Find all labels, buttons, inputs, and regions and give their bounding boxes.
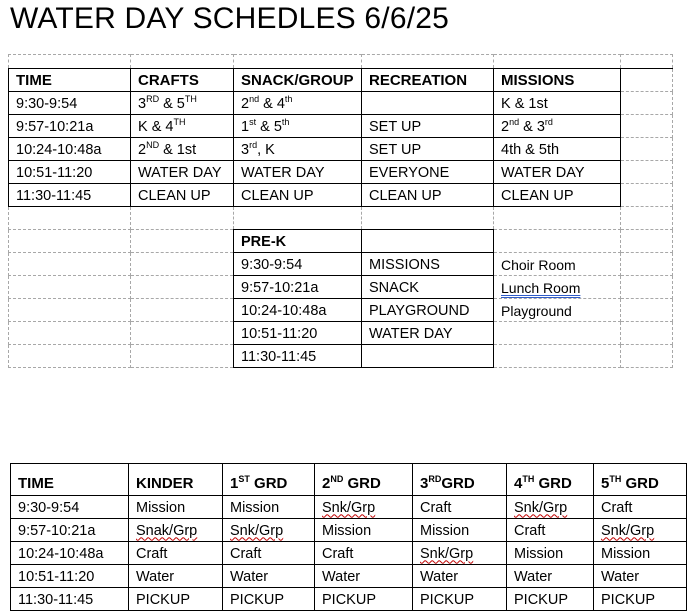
header-kinder: KINDER (129, 464, 223, 496)
prek-row (9, 322, 673, 345)
prek-time-cell: 9:57-10:21a (234, 276, 362, 299)
grade5-cell: Water (594, 565, 687, 588)
crafts-cell: K & 4TH (131, 115, 234, 138)
grade1-cell: Water (223, 565, 315, 588)
header-4th-grade: 4TH GRD (507, 464, 594, 496)
grade4-cell: Craft (507, 519, 594, 542)
recreation-cell (362, 92, 494, 115)
grade3-cell: Craft (413, 496, 507, 519)
grade4-cell: Water (507, 565, 594, 588)
prek-time-cell: 10:51-11:20 (234, 322, 362, 345)
missions-cell: K & 1st (494, 92, 621, 115)
prek-room-cell (494, 345, 621, 368)
prek-activity-cell: WATER DAY (362, 322, 494, 345)
grade2-cell: Snk/Grp (315, 496, 413, 519)
time-cell: 11:30-11:45 (9, 184, 131, 207)
time-cell: 9:57-10:21a (11, 519, 129, 542)
schedule-row (9, 161, 673, 184)
grade-row (11, 542, 687, 565)
document-title: WATER DAY SCHEDLES 6/6/25 (10, 2, 450, 35)
crafts-cell: 3RD & 5TH (131, 92, 234, 115)
header-missions: MISSIONS (494, 69, 621, 92)
grade5-cell: Snk/Grp (594, 519, 687, 542)
prek-time-cell: 9:30-9:54 (234, 253, 362, 276)
grade-rotation-table (10, 463, 687, 611)
time-cell: 10:51-11:20 (11, 565, 129, 588)
crafts-cell: CLEAN UP (131, 184, 234, 207)
header-recreation: RECREATION (362, 69, 494, 92)
spacer-row (9, 207, 673, 230)
grade1-cell: Snk/Grp (223, 519, 315, 542)
kinder-cell: Water (129, 565, 223, 588)
prek-time-cell: 11:30-11:45 (234, 345, 362, 368)
grade2-cell: Craft (315, 542, 413, 565)
spacer-row (9, 55, 673, 69)
prek-row (9, 299, 673, 322)
grade1-cell: Mission (223, 496, 315, 519)
kinder-cell: Craft (129, 542, 223, 565)
grade-row (11, 588, 687, 611)
recreation-cell: CLEAN UP (362, 184, 494, 207)
snack-cell: 3rd, K (234, 138, 362, 161)
prek-row (9, 253, 673, 276)
prek-room-cell: Playground (494, 299, 621, 322)
crafts-cell: 2ND & 1st (131, 138, 234, 161)
time-cell: 9:57-10:21a (9, 115, 131, 138)
prek-activity-cell (362, 345, 494, 368)
snack-cell: CLEAN UP (234, 184, 362, 207)
recreation-cell: SET UP (362, 115, 494, 138)
grade1-cell: PICKUP (223, 588, 315, 611)
header-3rd-grade: 3RDGRD (413, 464, 507, 496)
header-time: TIME (9, 69, 131, 92)
kinder-cell: Mission (129, 496, 223, 519)
prek-header-row (9, 230, 673, 253)
grade2-cell: Water (315, 565, 413, 588)
time-cell: 10:24-10:48a (11, 542, 129, 565)
prek-room-cell: Choir Room (494, 253, 621, 276)
grade1-cell: Craft (223, 542, 315, 565)
kinder-cell: PICKUP (129, 588, 223, 611)
time-cell: 11:30-11:45 (11, 588, 129, 611)
prek-room-cell (494, 322, 621, 345)
missions-cell: CLEAN UP (494, 184, 621, 207)
schedule-row (9, 115, 673, 138)
grade5-cell: Craft (594, 496, 687, 519)
grade-row (11, 565, 687, 588)
grade2-cell: Mission (315, 519, 413, 542)
header-1st-grade: 1ST GRD (223, 464, 315, 496)
prek-row (9, 345, 673, 368)
time-cell: 9:30-9:54 (9, 92, 131, 115)
prek-activity-cell: PLAYGROUND (362, 299, 494, 322)
time-cell: 9:30-9:54 (11, 496, 129, 519)
recreation-cell: SET UP (362, 138, 494, 161)
prek-activity-cell: SNACK (362, 276, 494, 299)
header-snack-group: SNACK/GROUP (234, 69, 362, 92)
snack-cell: 1st & 5th (234, 115, 362, 138)
schedule-row (9, 184, 673, 207)
header-crafts: CRAFTS (131, 69, 234, 92)
missions-cell: 2nd & 3rd (494, 115, 621, 138)
grade3-cell: Mission (413, 519, 507, 542)
grade2-cell: PICKUP (315, 588, 413, 611)
time-cell: 10:51-11:20 (9, 161, 131, 184)
prek-row (9, 276, 673, 299)
snack-cell: 2nd & 4th (234, 92, 362, 115)
header-2nd-grade: 2ND GRD (315, 464, 413, 496)
schedule-row (9, 92, 673, 115)
grade-row (11, 496, 687, 519)
prek-time-cell: 10:24-10:48a (234, 299, 362, 322)
missions-cell: 4th & 5th (494, 138, 621, 161)
grade4-cell: Mission (507, 542, 594, 565)
grade5-cell: Mission (594, 542, 687, 565)
prek-header: PRE-K (234, 230, 362, 253)
missions-cell: WATER DAY (494, 161, 621, 184)
grade3-cell: Snk/Grp (413, 542, 507, 565)
header-5th-grade: 5TH GRD (594, 464, 687, 496)
grade-header-row (11, 464, 687, 496)
grade4-cell: PICKUP (507, 588, 594, 611)
grade-row (11, 519, 687, 542)
kinder-cell: Snak/Grp (129, 519, 223, 542)
grade3-cell: PICKUP (413, 588, 507, 611)
prek-room-cell: Lunch Room (494, 276, 621, 299)
recreation-cell: EVERYONE (362, 161, 494, 184)
schedule-row (9, 138, 673, 161)
time-cell: 10:24-10:48a (9, 138, 131, 161)
schedule-header-row (9, 69, 673, 92)
grade4-cell: Snk/Grp (507, 496, 594, 519)
crafts-cell: WATER DAY (131, 161, 234, 184)
prek-activity-cell: MISSIONS (362, 253, 494, 276)
schedule-table (8, 54, 673, 368)
grade5-cell: PICKUP (594, 588, 687, 611)
grade3-cell: Water (413, 565, 507, 588)
snack-cell: WATER DAY (234, 161, 362, 184)
header-time: TIME (11, 464, 129, 496)
